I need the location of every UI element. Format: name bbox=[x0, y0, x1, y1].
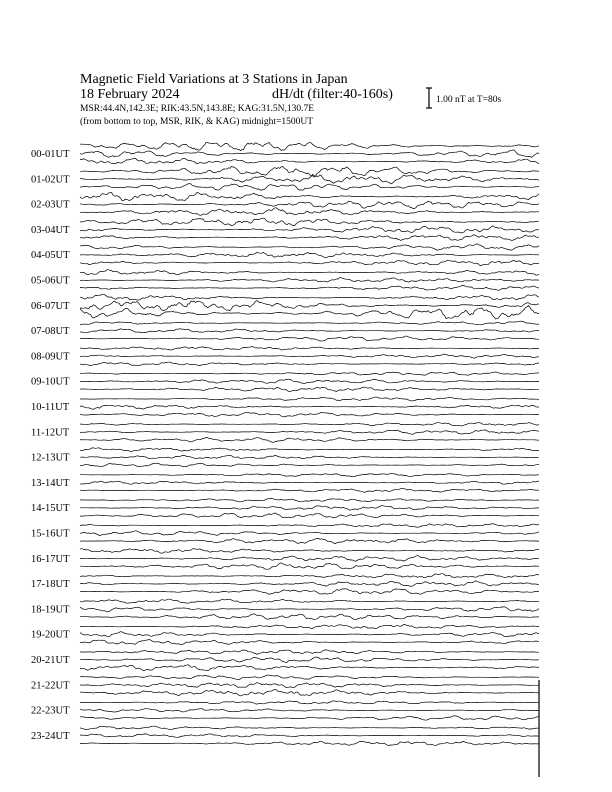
trace-kag bbox=[80, 524, 539, 528]
trace-msr bbox=[80, 235, 539, 241]
hour-label: 20-21UT bbox=[31, 655, 70, 666]
trace-msr bbox=[80, 463, 539, 466]
hour-label: 22-23UT bbox=[31, 705, 70, 717]
trace-rik bbox=[80, 430, 539, 434]
trace-rik bbox=[80, 201, 539, 209]
date-label: 18 February 2024 bbox=[80, 87, 180, 102]
trace-rik bbox=[80, 607, 539, 612]
hour-label: 01-02UT bbox=[31, 174, 70, 186]
trace-msr bbox=[80, 336, 539, 341]
trace-msr bbox=[80, 614, 539, 620]
trace-kag bbox=[80, 549, 539, 554]
trace-rik bbox=[80, 581, 539, 587]
hour-label: 04-05UT bbox=[31, 250, 70, 262]
trace-msr bbox=[80, 158, 539, 164]
trace-rik bbox=[80, 405, 539, 409]
quantity-label: dH/dt (filter:40-160s) bbox=[272, 87, 393, 102]
trace-msr bbox=[80, 690, 539, 696]
trace-rik bbox=[80, 709, 539, 712]
trace-kag bbox=[80, 448, 539, 452]
trace-kag bbox=[80, 726, 539, 730]
hour-label: 15-16UT bbox=[31, 528, 70, 540]
trace-kag bbox=[80, 270, 539, 276]
trace-rik bbox=[80, 226, 539, 233]
trace-kag bbox=[80, 244, 539, 250]
trace-msr bbox=[80, 437, 539, 442]
hour-label: 19-20UT bbox=[31, 629, 70, 641]
trace-msr bbox=[80, 716, 539, 720]
trace-msr bbox=[80, 285, 539, 290]
trace-kag bbox=[80, 321, 539, 325]
hour-label: 05-06UT bbox=[31, 275, 70, 287]
trace-kag bbox=[80, 599, 539, 603]
trace-kag bbox=[80, 498, 539, 502]
trace-kag bbox=[80, 473, 539, 476]
trace-msr bbox=[80, 741, 539, 745]
trace-kag bbox=[80, 143, 539, 151]
trace-rik bbox=[80, 329, 539, 333]
hour-label: 09-10UT bbox=[31, 376, 70, 388]
trace-kag bbox=[80, 166, 539, 177]
trace-msr bbox=[80, 387, 539, 392]
hour-label: 18-19UT bbox=[31, 604, 70, 616]
hour-label: 21-22UT bbox=[31, 680, 70, 692]
trace-msr bbox=[80, 538, 539, 543]
hour-label: 11-12UT bbox=[31, 427, 70, 439]
trace-rik bbox=[80, 354, 539, 358]
trace-msr bbox=[80, 208, 539, 216]
trace-rik bbox=[80, 455, 539, 458]
trace-kag bbox=[80, 624, 539, 628]
trace-kag bbox=[80, 650, 539, 654]
trace-kag bbox=[80, 701, 539, 704]
trace-kag bbox=[80, 218, 539, 226]
trace-kag bbox=[80, 675, 539, 679]
hour-label: 03-04UT bbox=[31, 224, 70, 236]
trace-kag bbox=[80, 574, 539, 578]
trace-rik bbox=[80, 150, 539, 158]
trace-msr bbox=[80, 640, 539, 645]
chart-title: Magnetic Field Variations at 3 Stations in Japan bbox=[80, 72, 348, 87]
trace-rik bbox=[80, 632, 539, 637]
hour-label: 17-18UT bbox=[31, 579, 70, 591]
trace-kag bbox=[80, 397, 539, 401]
order-note: (from bottom to top, MSR, RIK, & KAG) midnight=1500UT bbox=[80, 117, 314, 127]
trace-rik bbox=[80, 379, 539, 384]
hour-label: 08-09UT bbox=[31, 351, 70, 363]
trace-kag bbox=[80, 192, 539, 201]
stations-label: MSR:44.4N,142.3E; RIK:43.5N,143.8E; KAG:31.5N,130.7E bbox=[80, 104, 315, 114]
hour-label: 06-07UT bbox=[31, 300, 70, 312]
trace-msr bbox=[80, 260, 539, 266]
trace-msr bbox=[80, 513, 539, 518]
trace-kag bbox=[80, 294, 539, 300]
trace-rik bbox=[80, 506, 539, 511]
hour-label: 02-03UT bbox=[31, 199, 70, 211]
hour-label: 13-14UT bbox=[31, 477, 70, 489]
trace-msr bbox=[80, 412, 539, 417]
trace-rik bbox=[80, 481, 539, 484]
trace-rik bbox=[80, 683, 539, 688]
trace-rik bbox=[80, 657, 539, 662]
hour-label: 00-01UT bbox=[31, 149, 70, 160]
trace-rik bbox=[80, 278, 539, 283]
hour-label: 07-08UT bbox=[31, 326, 70, 338]
trace-rik bbox=[80, 734, 539, 738]
trace-msr bbox=[80, 488, 539, 492]
trace-rik bbox=[80, 174, 539, 184]
trace-rik bbox=[80, 252, 539, 258]
trace-rik bbox=[80, 301, 539, 311]
trace-msr bbox=[80, 589, 539, 595]
trace-rik bbox=[80, 531, 539, 536]
trace-kag bbox=[80, 346, 539, 350]
hour-label: 16-17UT bbox=[31, 553, 70, 565]
trace-kag bbox=[80, 372, 539, 375]
hour-label: 12-13UT bbox=[31, 452, 70, 464]
trace-kag bbox=[80, 423, 539, 426]
trace-msr bbox=[80, 665, 539, 671]
trace-msr bbox=[80, 563, 539, 569]
hour-label: 10-11UT bbox=[31, 402, 70, 413]
trace-rik bbox=[80, 556, 539, 562]
trace-msr bbox=[80, 184, 539, 191]
trace-msr bbox=[80, 362, 539, 366]
scale-label: 1.00 nT at T=80s bbox=[436, 95, 502, 105]
scale-bar bbox=[426, 88, 432, 108]
hour-label: 23-24UT bbox=[31, 730, 70, 742]
hour-label: 14-15UT bbox=[31, 503, 70, 515]
